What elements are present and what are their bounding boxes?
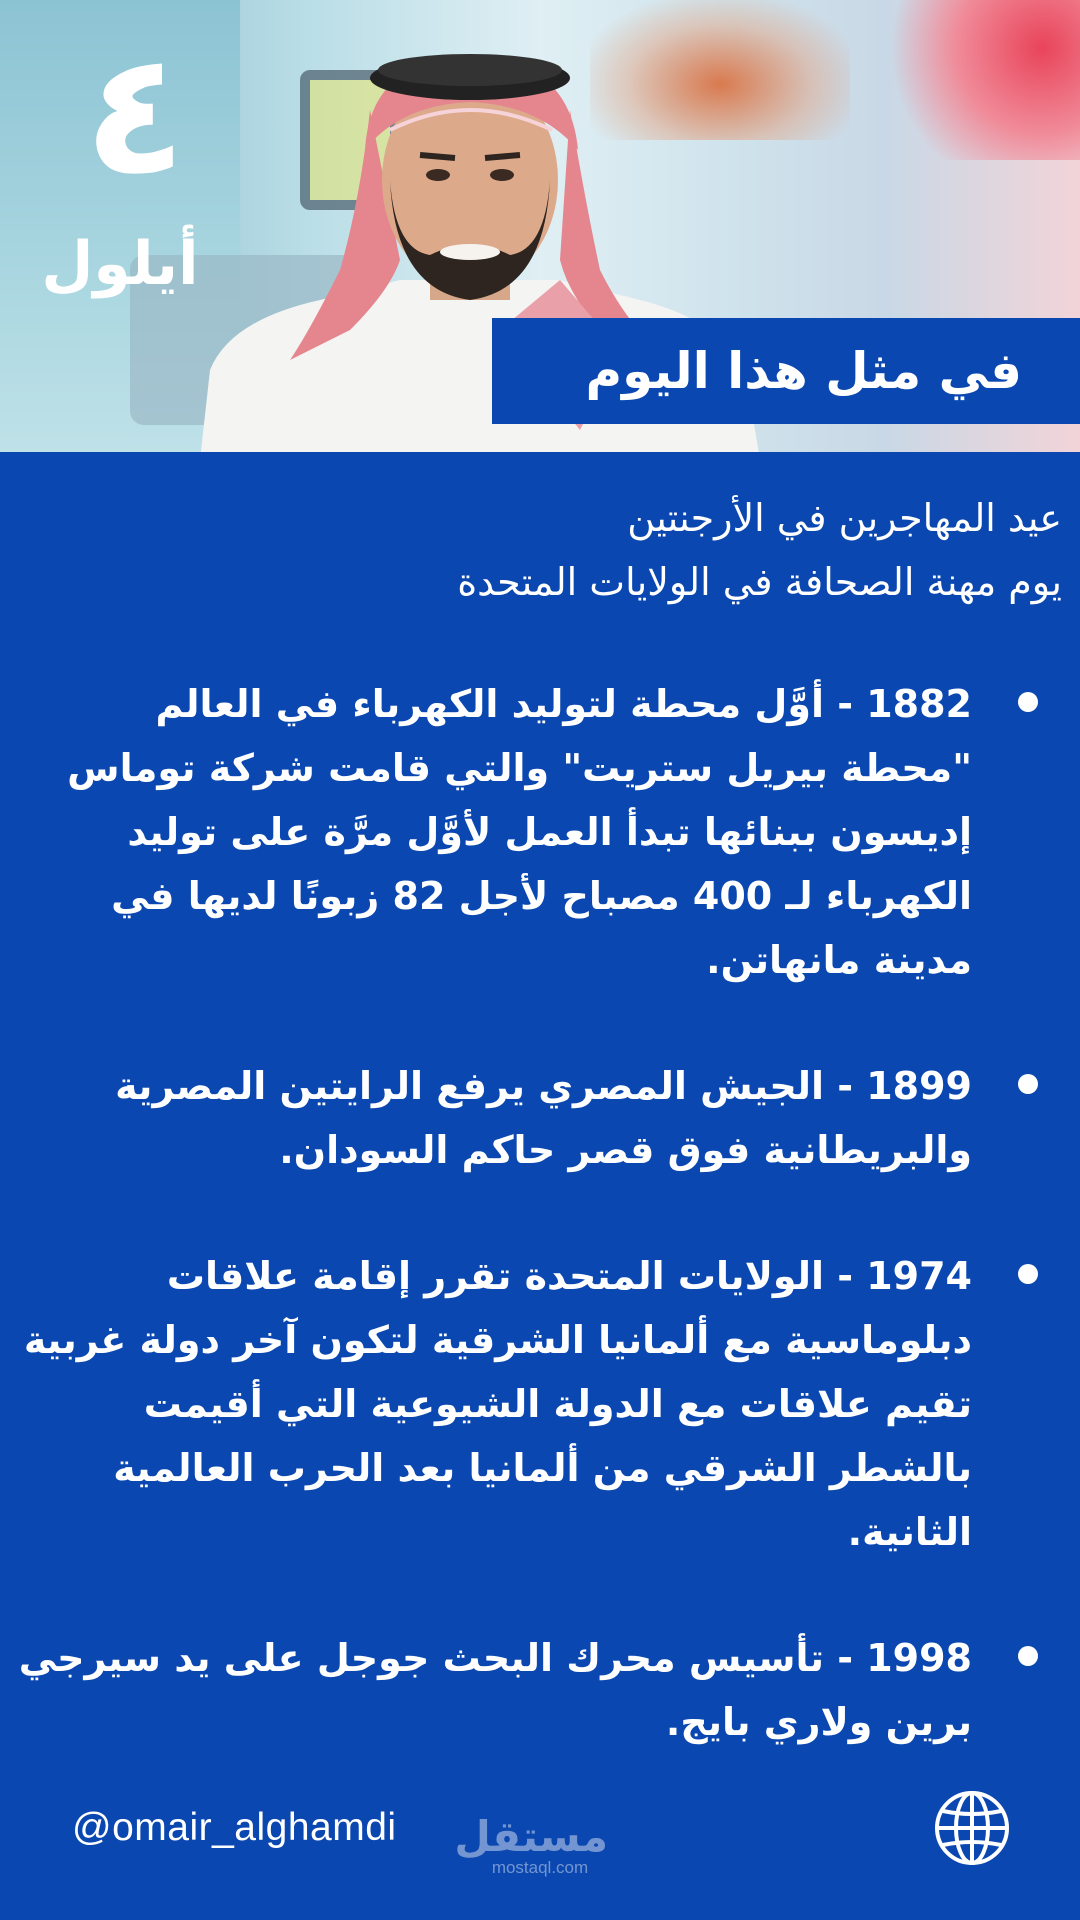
bullet-icon <box>1018 1074 1038 1094</box>
globe-icon[interactable] <box>934 1790 1010 1866</box>
intro-line: يوم مهنة الصحافة في الولايات المتحدة <box>457 560 1062 604</box>
list-item <box>14 1626 1054 1754</box>
title-banner <box>492 318 1080 424</box>
bullet-icon <box>1018 1264 1038 1284</box>
intro-observances <box>22 486 1062 614</box>
intro-line: عيد المهاجرين في الأرجنتين <box>627 496 1062 540</box>
event-text: 1974 - الولايات المتحدة تقرر إقامة علاقات دبلوماسية مع ألمانيا الشرقية لتكون آخر دولة غربية تقيم علاقات مع الدولة الشيوعية التي أقيمت بالشطر الشرقي من ألمانيا بعد الحرب العالمية الثانية. <box>23 1254 972 1554</box>
hero-photo <box>0 0 1080 452</box>
background-blur-red <box>890 0 1080 160</box>
list-item <box>14 1244 1054 1564</box>
social-handle[interactable]: @omair_alghamdi <box>72 1806 397 1849</box>
bullet-icon <box>1018 692 1038 712</box>
list-item <box>14 672 1054 992</box>
list-item <box>14 1054 1054 1182</box>
watermark-arabic: مستقل <box>454 1812 608 1861</box>
date-month: أيلول <box>41 229 199 299</box>
event-text: 1998 - تأسيس محرك البحث جوجل على يد سيرجي برين ولاري بايج. <box>18 1636 972 1744</box>
page-title: في مثل هذا اليوم <box>585 342 1022 400</box>
event-text: 1899 - الجيش المصري يرفع الرايتين المصرية والبريطانية فوق قصر حاكم السودان. <box>115 1064 972 1172</box>
event-text: 1882 - أوَّل محطة لتوليد الكهرباء في العالم "محطة بيريل ستريت" والتي قامت شركة توماس إديسون ببنائها تبدأ العمل لأوَّل مرَّة على توليد الكهرباء لـ 400 مصباح لأجل 82 زبونًا لديها في مدينة مانهاتن. <box>67 682 972 982</box>
date-day: ٤ <box>83 16 187 212</box>
watermark <box>454 1812 608 1878</box>
watermark-latin: mostaql.com <box>491 1858 589 1877</box>
bullet-icon <box>1018 1646 1038 1666</box>
events-list <box>14 672 1054 1816</box>
